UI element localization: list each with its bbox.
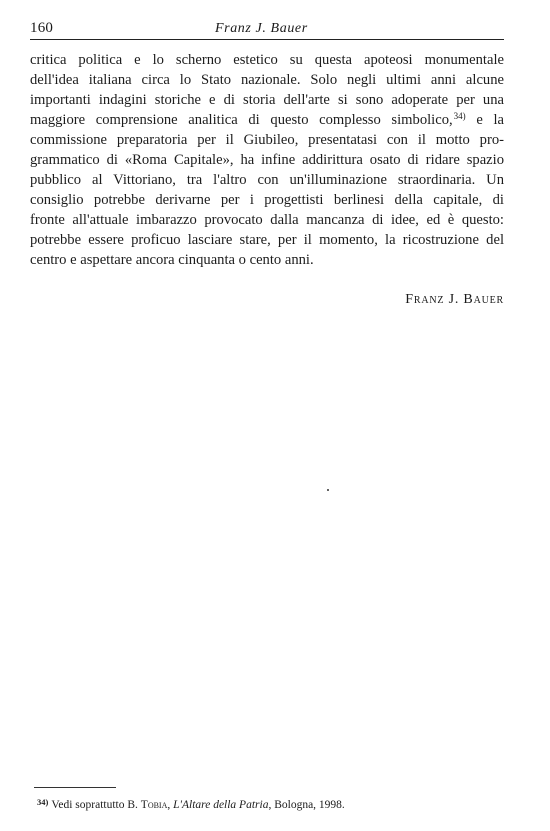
body-line-6: grammatico di «Roma Capitale», ha infine addirittura osato di ridare spazio xyxy=(30,152,504,168)
footnote-title: L'Altare della Patria xyxy=(173,799,269,811)
body-line-9: fronte all'attuale imbarazzo provocato dalla mancanza di idee, ed è questo: xyxy=(30,212,504,228)
footnote-prefix: Vedi soprattutto B. xyxy=(51,799,141,811)
body-line-5: commissione preparatoria per il Giubileo, presentatasi con il motto pro- xyxy=(30,132,504,148)
page-header xyxy=(30,16,504,40)
running-head: Franz J. Bauer xyxy=(215,21,308,36)
body-line-4 xyxy=(30,110,504,130)
body-line-4-tail: e la xyxy=(465,112,504,128)
body-line-10: potrebbe essere proficuo lasciare stare, per il momento, la ricostruzione del xyxy=(30,232,504,248)
body-line-3: importanti indagini storiche e di storia dell'arte si sono adoperate per una xyxy=(30,92,504,108)
footnote-separator: , xyxy=(167,799,174,811)
body-line-11: centro e aspettare ancora cinquanta o cento anni. xyxy=(30,252,314,268)
body-paragraph xyxy=(30,50,504,270)
header-rule xyxy=(30,39,504,40)
footnote-mark: 34) xyxy=(37,797,49,807)
stray-mark xyxy=(327,489,329,491)
footnote-suffix: , Bologna, 1998. xyxy=(268,799,345,811)
footnote-rule xyxy=(34,787,116,788)
body-line-4-text: maggiore comprensione analitica di questo complesso simbolico, xyxy=(30,112,453,128)
body-line-7: pubblico al Vittoriano, tra l'altro con un'illuminazione straordinaria. Un xyxy=(30,172,504,188)
author-signature: Franz J. Bauer xyxy=(405,292,504,307)
page-number: 160 xyxy=(30,20,54,36)
footnote-author: Tobia xyxy=(140,799,168,811)
footnote xyxy=(37,797,345,811)
body-line-1: critica politica e lo scherno estetico su questa apoteosi monumentale xyxy=(30,52,504,68)
footnote-reference[interactable]: 34) xyxy=(453,111,466,121)
body-line-2: dell'idea italiana circa lo Stato nazionale. Solo negli ultimi anni alcune xyxy=(30,72,504,88)
body-line-8: consiglio potrebbe derivarne per i progettisti berlinesi della capitale, di xyxy=(30,192,504,208)
